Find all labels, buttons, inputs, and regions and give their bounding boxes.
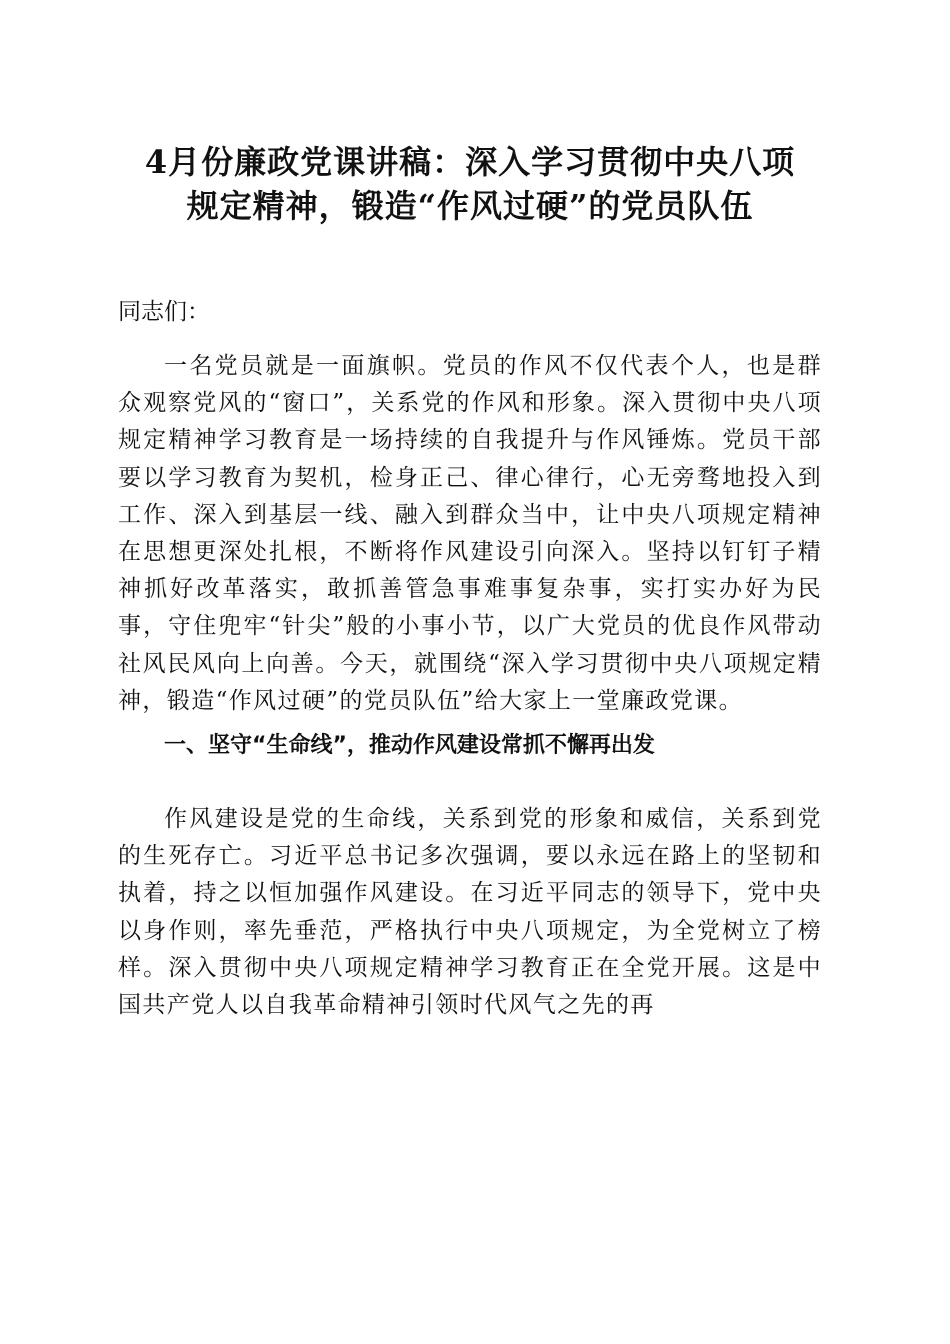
title-line-1: 4月份廉政党课讲稿：深入学习贯彻中央八项 bbox=[144, 143, 796, 181]
intro-paragraph: 一名党员就是一面旗帜。党员的作风不仅代表个人，也是群众观察党风的“窗口”，关系党的作风和形象。深入贯彻中央八项规定精神学习教育是一场持续的自我提升与作风锤炼。党员干部要以学习教育为契机，检身正己、律心律行，心无旁骛地投入到工作、深入到基层一线、融入到群众当中，让中央八项规定精神在思想更深处扎根，不断将作风建设引向深入。坚持以钉钉子精神抓好改革落实，敢抓善管急事难事复杂事，实打实办好为民事，守住兜牢“针尖”般的小事小节，以广大党员的优良作风带动社风民风向上向善。今天，就围绕“深入学习贯彻中央八项规定精神，锻造“作风过硬”的党员队伍”给大家上一堂廉政党课。 bbox=[118, 353, 822, 714]
section-heading-1: 一、坚守“生命线”，推动作风建设常抓不懈再出发 bbox=[164, 733, 655, 759]
salutation: 同志们： bbox=[118, 299, 210, 325]
section-1-paragraph: 作风建设是党的生命线，关系到党的形象和威信，关系到党的生死存亡。习近平总书记多次强调，要以永远在路上的坚韧和执着，持之以恒加强作风建设。在习近平同志的领导下，党中央以身作则，率先垂范，严格执行中央八项规定，为全党树立了榜样。深入贯彻中央八项规定精神学习教育正在全党开展。这是中国共产党人以自我革命精神引领时代风气之先的再 bbox=[118, 806, 822, 1019]
document-title bbox=[118, 140, 822, 228]
document-body bbox=[118, 140, 822, 1024]
title-line-2: 规定精神，锻造“作风过硬”的党员队伍 bbox=[186, 187, 754, 225]
